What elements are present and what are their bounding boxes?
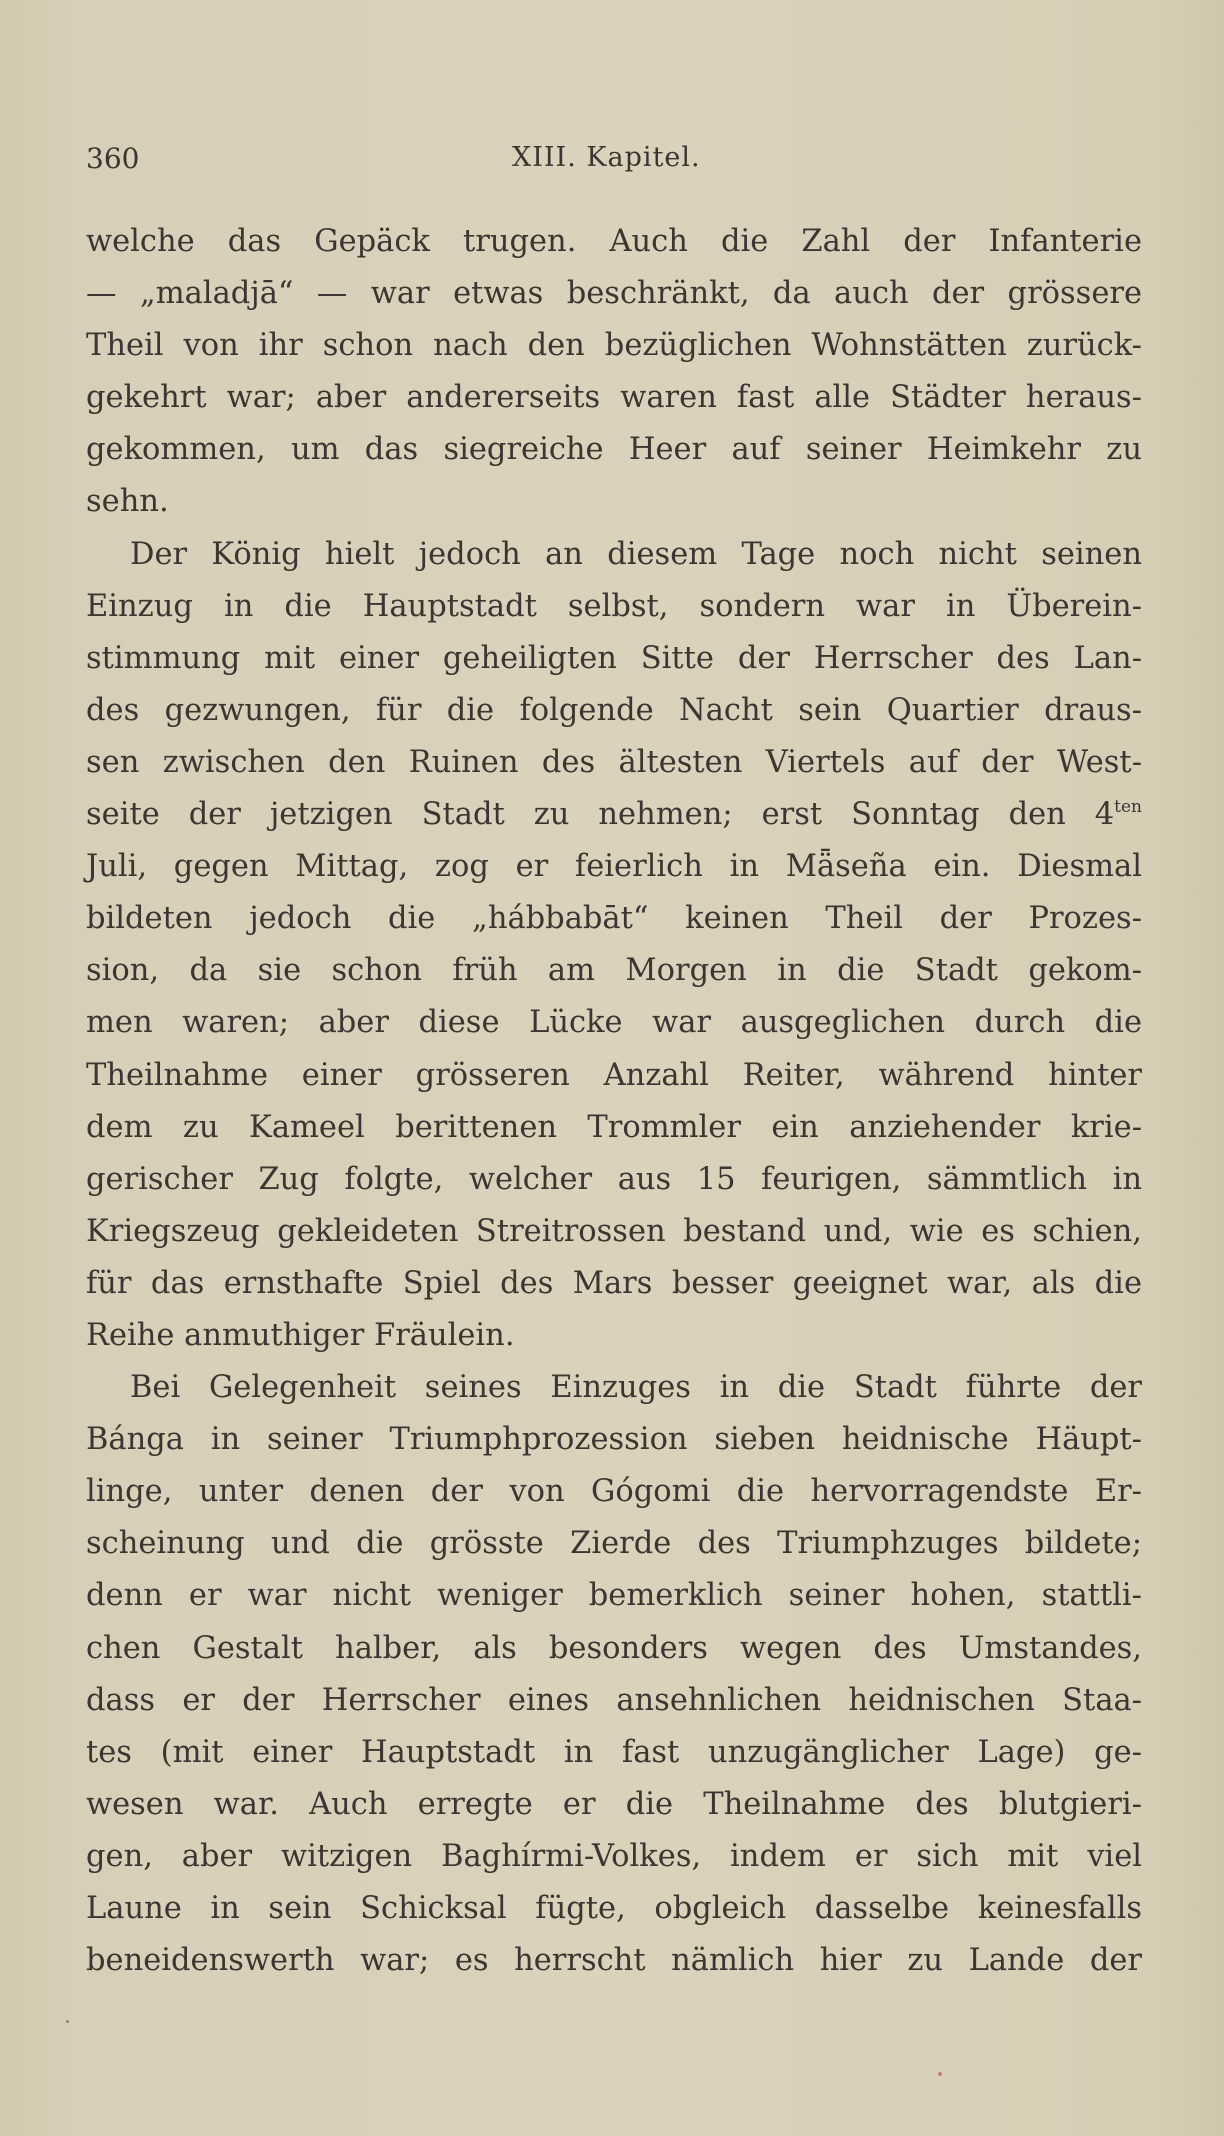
text-line: bildeten jedoch die „hábbabāt“ keinen Theil der Prozes- [86,901,1142,937]
text-line-with-superscript [86,789,1142,841]
text-line: Reihe anmuthiger Fräulein. [86,1317,515,1353]
text-line: beneidenswerth war; es herrscht nämlich hier zu Lande der [86,1943,1142,1979]
text-line: dass er der Herrscher eines ansehnlichen heidnischen Staa- [86,1682,1142,1718]
text-line: für das ernsthafte Spiel des Mars besser geeignet war, als die [86,1265,1142,1301]
page-number: 360 [86,142,140,175]
text-line: gekehrt war; aber andererseits waren fast alle Städter heraus- [86,380,1142,416]
text-line: chen Gestalt halber, als besonders wegen des Umstandes, [86,1630,1142,1666]
text-line: Theil von ihr schon nach den bezüglichen Wohnstätten zurück- [86,328,1142,364]
text-line: des gezwungen, für die folgende Nacht sein Quartier draus- [86,692,1142,728]
text-line: sion, da sie schon früh am Morgen in die Stadt gekom- [86,953,1142,989]
text-line: dem zu Kameel berittenen Trommler ein anziehender krie- [86,1109,1142,1145]
text-line: men waren; aber diese Lücke war ausgeglichen durch die [86,1005,1142,1041]
text-line: Laune in sein Schicksal fügte, obgleich dasselbe keinesfalls [86,1891,1142,1926]
text-line: Juli, gegen Mittag, zog er feierlich in Mǟseña ein. Diesmal [86,849,1142,885]
paper-speck [938,2072,942,2076]
page-header [86,142,1136,182]
ordinal-superscript: ten [1114,797,1142,818]
paper-speck [66,2020,69,2023]
text-line: Theilnahme einer grösseren Anzahl Reiter, während hinter [86,1057,1142,1093]
text-line: denn er war nicht weniger bemerklich seiner hohen, stattli- [86,1578,1142,1614]
text-line: scheinung und die grösste Zierde des Triumphzuges bildete; [86,1526,1142,1562]
text-line: Einzug in die Hauptstadt selbst, sondern war in Überein- [86,588,1142,624]
text-line: Bánga in seiner Triumphprozession sieben heidnische Häupt- [86,1422,1142,1458]
text-line: gekommen, um das siegreiche Heer auf seiner Heimkehr zu [86,432,1142,468]
text-line: stimmung mit einer geheiligten Sitte der Herrscher des Lan- [86,640,1142,676]
text-line: tes (mit einer Hauptstadt in fast unzugänglicher Lage) ge- [86,1734,1142,1770]
running-head: XIII. Kapitel. [512,142,701,173]
text-line: gen, aber witzigen Baghírmi-Volkes, indem er sich mit viel [86,1838,1142,1874]
text-line: wesen war. Auch erregte er die Theilnahme des blutgieri- [86,1786,1142,1822]
text-line: gerischer Zug folgte, welcher aus 15 feurigen, sämmtlich in [86,1161,1142,1197]
page-body [86,216,1142,1987]
text-line: welche das Gepäck trugen. Auch die Zahl der Infanterie [86,224,1142,259]
text-line: sehn. [86,484,169,520]
text-line: Der König hielt jedoch an diesem Tage noch nicht seinen [130,536,1142,572]
text-line: Bei Gelegenheit seines Einzuges in die Stadt führte der [130,1370,1142,1406]
text-line: — „maladjā“ — war etwas beschränkt, da auch der grössere [86,276,1142,312]
text-line: sen zwischen den Ruinen des ältesten Viertels auf der West- [86,744,1142,780]
text-line: Kriegszeug gekleideten Streitrossen bestand und, wie es schien, [86,1213,1142,1249]
text-line: linge, unter denen der von Gógomi die hervorragendste Er- [86,1474,1142,1510]
text-line-main: seite der jetzigen Stadt zu nehmen; erst Sonntag den 4 [86,797,1115,833]
